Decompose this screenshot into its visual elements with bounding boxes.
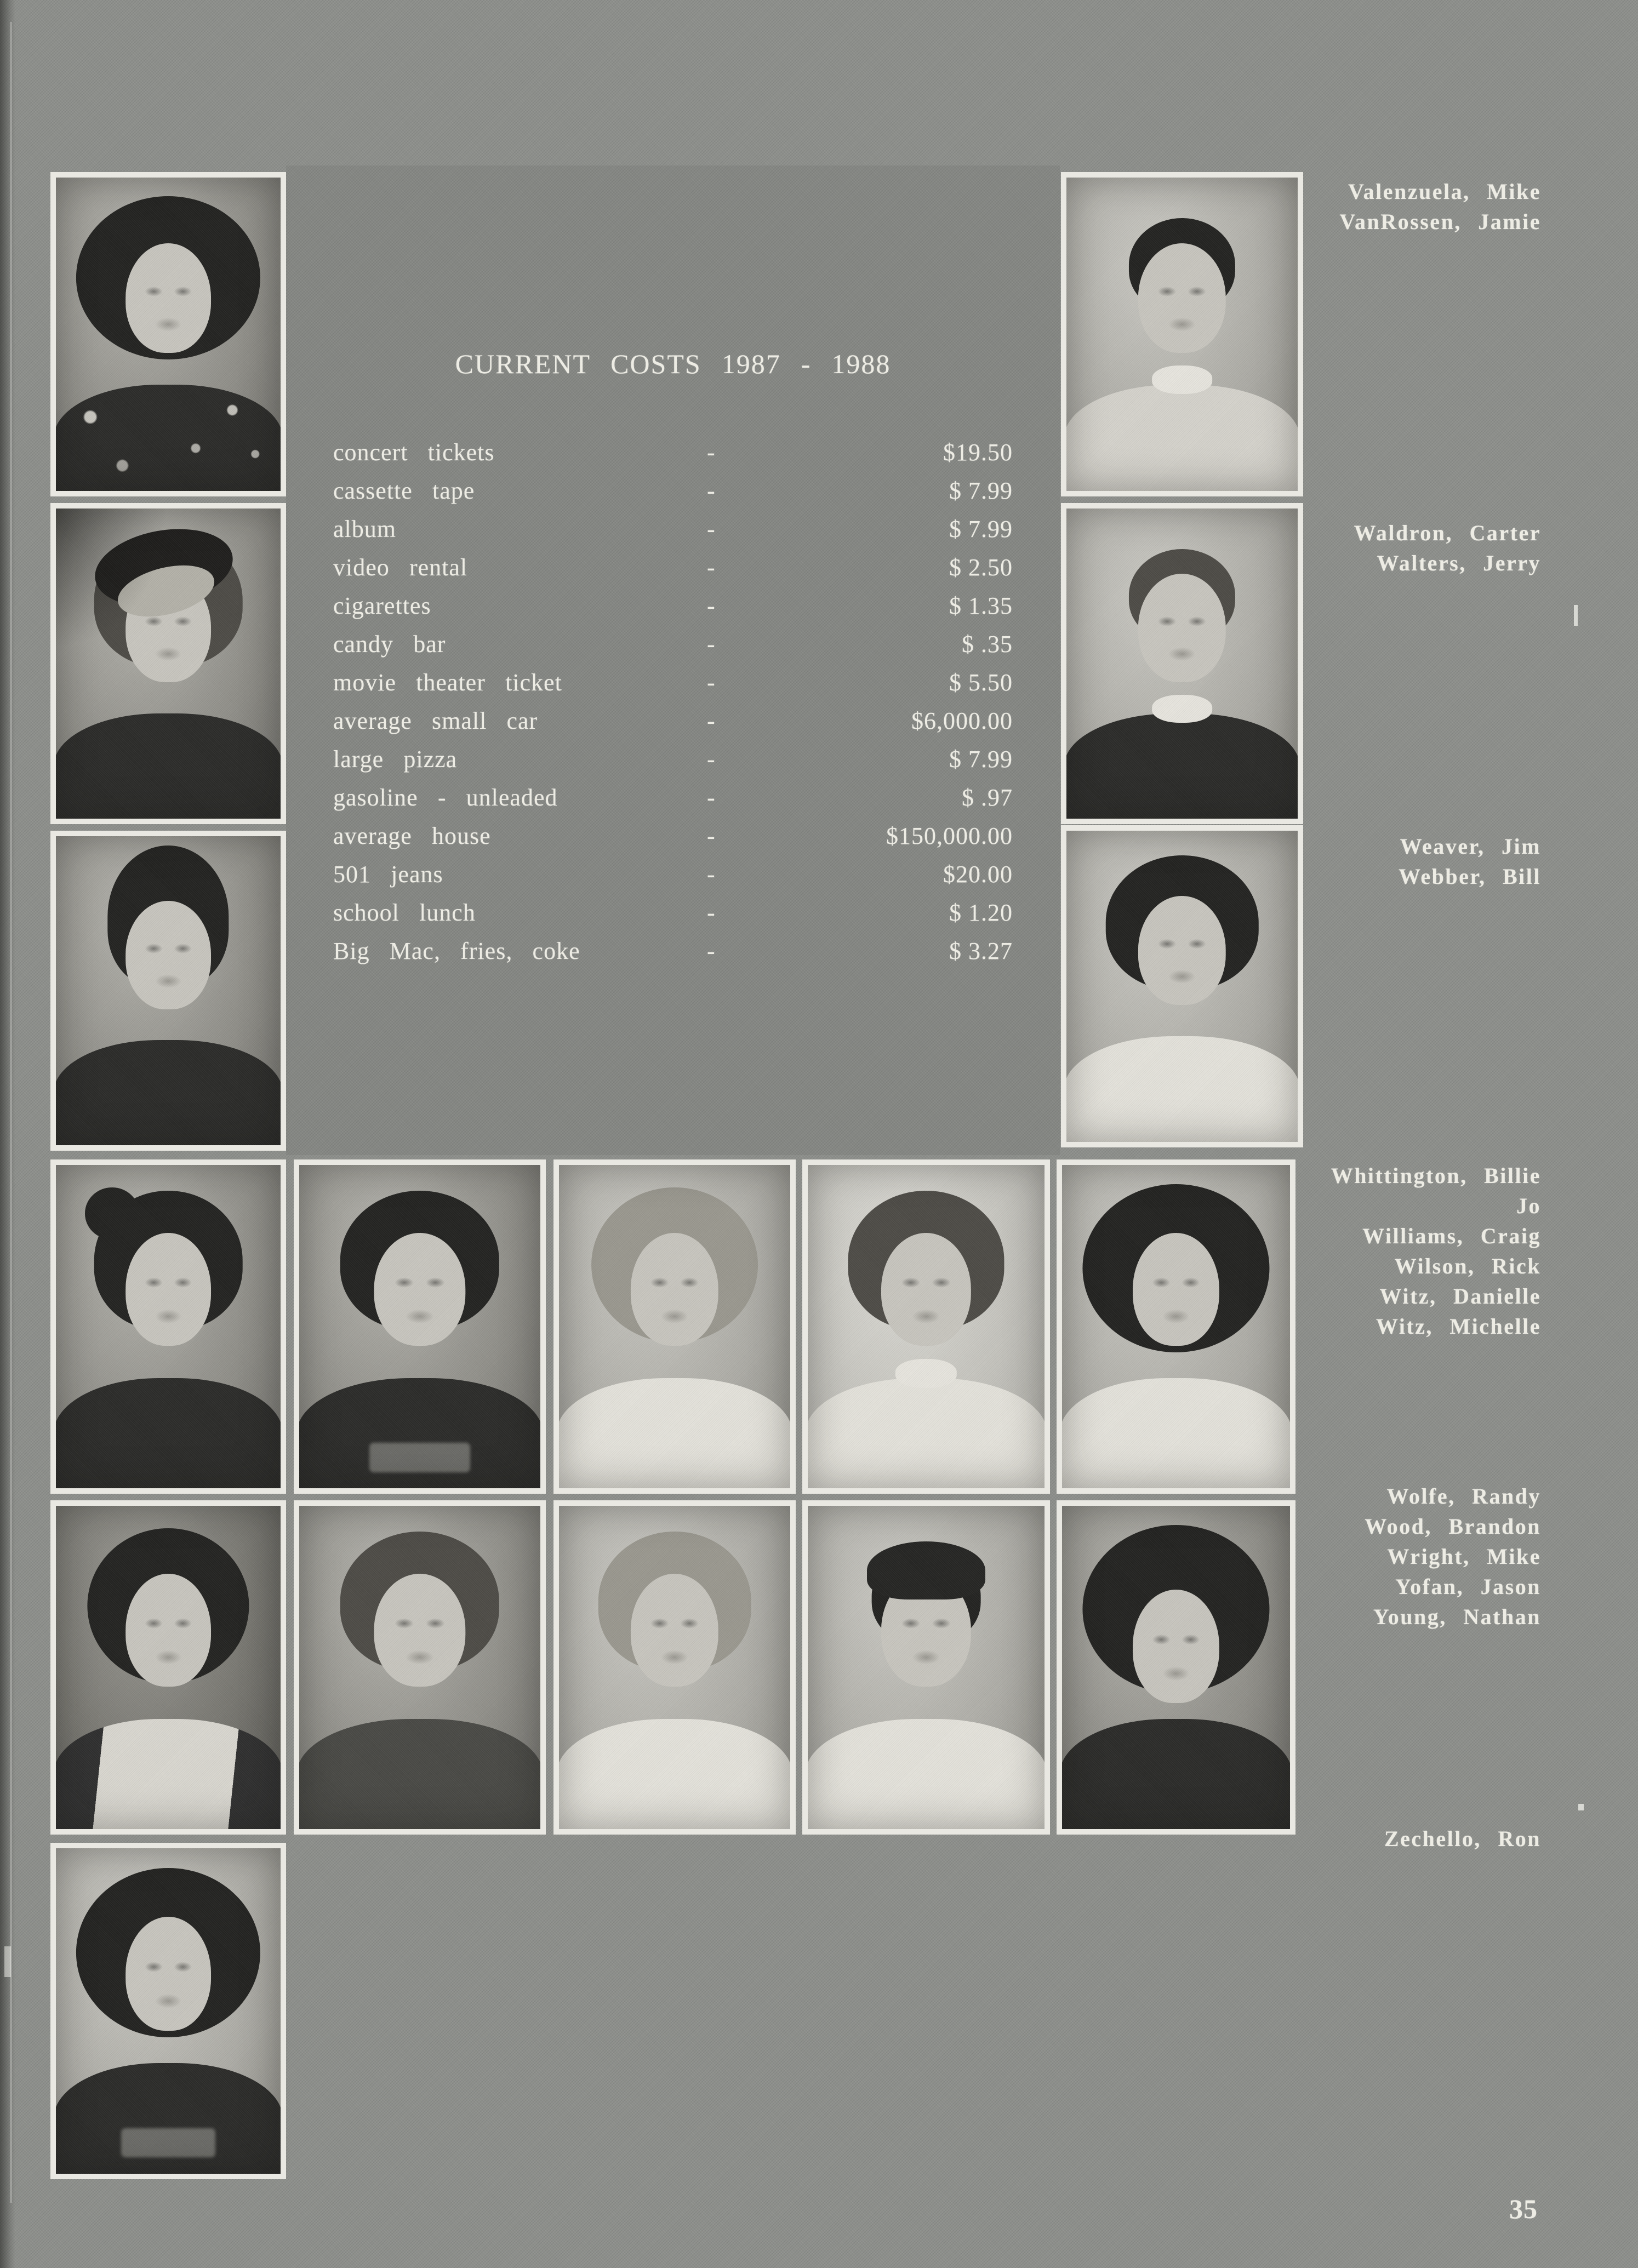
cost-row: [333, 858, 1013, 896]
torso-shape: [297, 1719, 543, 1835]
portrait-photo: [294, 1500, 546, 1835]
portrait-photo: [50, 1159, 286, 1494]
collar-shape: [895, 1359, 957, 1388]
name-entry: Young, Nathan: [1373, 1604, 1541, 1629]
face-shape: [374, 1233, 465, 1346]
tshirt-graphic: [369, 1443, 471, 1472]
cost-item-label: candy bar: [333, 631, 446, 658]
portrait-photo: [802, 1159, 1050, 1494]
torso-shape: [297, 1378, 543, 1494]
portrait-photo: [50, 503, 286, 824]
face-shape: [1133, 1233, 1219, 1346]
face-shape: [1138, 896, 1226, 1005]
cost-row: [333, 666, 1013, 705]
torso-shape: [54, 1378, 283, 1494]
cost-item-label: cassette tape: [333, 477, 475, 504]
costs-list: [333, 436, 1013, 973]
cost-item-price: $150,000.00: [886, 822, 1013, 849]
cost-item-label: average house: [333, 822, 491, 849]
cost-dash: -: [707, 669, 715, 696]
cost-row: [333, 436, 1013, 475]
cost-item-price: $20.00: [943, 861, 1013, 888]
cost-row: [333, 781, 1013, 820]
cost-item-label: school lunch: [333, 899, 476, 926]
torso-shape: [54, 1719, 283, 1835]
cap-shape: [867, 1541, 985, 1599]
cost-row: [333, 743, 1013, 781]
cost-item-price: $6,000.00: [911, 707, 1013, 734]
scan-artifact: [1578, 1804, 1584, 1810]
cost-item-label: concert tickets: [333, 439, 495, 466]
costs-title: CURRENT COSTS 1987 - 1988: [455, 349, 891, 379]
face-shape: [125, 1917, 211, 2031]
cost-item-label: gasoline - unleaded: [333, 784, 558, 811]
portrait-photo: [50, 1843, 286, 2179]
face-shape: [631, 1233, 718, 1346]
cost-item-price: $ 1.20: [949, 899, 1013, 926]
student-silhouette: [56, 509, 281, 819]
page-number: 35: [1509, 2193, 1538, 2224]
cost-row: [333, 935, 1013, 973]
cost-item-price: $ .35: [962, 631, 1013, 658]
name-entry: Witz, Danielle: [1379, 1284, 1541, 1309]
name-entry: Whittington, Billie: [1331, 1163, 1541, 1188]
cost-item-label: movie theater ticket: [333, 669, 562, 696]
cost-item-label: album: [333, 516, 396, 542]
cost-dash: -: [707, 861, 715, 888]
torso-shape: [1064, 1036, 1300, 1147]
torso-shape: [557, 1378, 792, 1494]
face-shape: [374, 1574, 465, 1687]
student-silhouette: [56, 1506, 281, 1829]
portrait-photo: [553, 1159, 796, 1494]
cost-dash: -: [707, 439, 715, 466]
collar-shape: [1152, 695, 1212, 723]
cost-dash: -: [707, 477, 715, 504]
name-entry: Valenzuela, Mike: [1348, 179, 1541, 204]
face-shape: [631, 1574, 718, 1687]
student-silhouette: [299, 1165, 540, 1488]
cost-row: [333, 628, 1013, 666]
cost-item-label: 501 jeans: [333, 861, 443, 888]
name-entry: Yofan, Jason: [1395, 1574, 1541, 1599]
torso-shape: [54, 385, 283, 496]
student-silhouette: [559, 1506, 790, 1829]
torso-shape: [54, 1040, 283, 1151]
name-entry: Wright, Mike: [1387, 1544, 1541, 1569]
cost-row: [333, 896, 1013, 935]
cost-dash: -: [707, 631, 715, 658]
cost-dash: -: [707, 516, 715, 542]
cost-row: [333, 475, 1013, 513]
portrait-photo: [553, 1500, 796, 1835]
name-entry: VanRossen, Jamie: [1339, 209, 1541, 234]
torso-shape: [54, 713, 283, 824]
cost-item-price: $ 7.99: [949, 477, 1013, 504]
cost-row: [333, 513, 1013, 551]
cost-dash: -: [707, 784, 715, 811]
face-shape: [125, 901, 211, 1009]
cost-item-label: average small car: [333, 707, 538, 734]
torso-shape: [54, 2063, 283, 2179]
name-group: [1157, 176, 1541, 237]
cost-item-label: large pizza: [333, 746, 458, 773]
cost-row: [333, 590, 1013, 628]
cost-item-label: Big Mac, fries, coke: [333, 938, 580, 964]
torso-shape: [1064, 385, 1300, 496]
cost-dash: -: [707, 554, 715, 581]
name-entry: Walters, Jerry: [1377, 551, 1541, 575]
cost-dash: -: [707, 746, 715, 773]
torso-shape: [806, 1378, 1047, 1494]
cost-item-price: $19.50: [943, 439, 1013, 466]
name-entry: Jo: [1516, 1193, 1541, 1218]
name-entry: Weaver, Jim: [1400, 834, 1541, 859]
torso-shape: [1060, 1378, 1292, 1494]
face-shape: [125, 243, 211, 353]
cost-dash: -: [707, 938, 715, 964]
student-silhouette: [56, 1848, 281, 2174]
cost-dash: -: [707, 707, 715, 734]
face-shape: [125, 1233, 211, 1346]
cost-item-price: $ 5.50: [949, 669, 1013, 696]
collar-shape: [1152, 365, 1212, 393]
face-shape: [1133, 1590, 1219, 1703]
portrait-photo: [50, 1500, 286, 1835]
cost-item-price: $ 2.50: [949, 554, 1013, 581]
shadow-shape: [56, 509, 168, 648]
student-silhouette: [808, 1506, 1045, 1829]
name-entry: Wood, Brandon: [1365, 1514, 1541, 1539]
face-shape: [881, 1233, 971, 1346]
student-silhouette: [559, 1165, 790, 1488]
cost-row: [333, 820, 1013, 858]
cost-dash: -: [707, 592, 715, 619]
student-silhouette: [56, 836, 281, 1145]
cost-row: [333, 551, 1013, 590]
cost-item-label: cigarettes: [333, 592, 431, 619]
current-costs-section: [333, 349, 1013, 973]
face-shape: [1138, 243, 1226, 353]
scan-artifact: [4, 1946, 11, 1977]
scan-artifact: [1574, 605, 1578, 626]
name-entry: Wolfe, Randy: [1386, 1484, 1541, 1509]
cost-item-price: $ 7.99: [949, 746, 1013, 773]
student-silhouette: [808, 1165, 1045, 1488]
portrait-photo: [294, 1159, 546, 1494]
cost-dash: -: [707, 822, 715, 849]
scan-edge-shading: [0, 0, 15, 2268]
student-silhouette: [299, 1506, 540, 1829]
cost-dash: -: [707, 899, 715, 926]
cost-row: [333, 705, 1013, 743]
name-entry: Zechello, Ron: [1384, 1826, 1541, 1851]
cost-item-price: $ 3.27: [949, 938, 1013, 964]
tshirt-graphic: [121, 2128, 215, 2157]
cost-item-price: $ .97: [962, 784, 1013, 811]
torso-shape: [806, 1719, 1047, 1835]
name-entry: Waldron, Carter: [1354, 521, 1541, 545]
name-entry: Wilson, Rick: [1394, 1254, 1541, 1278]
student-silhouette: [56, 1165, 281, 1488]
portrait-photo: [802, 1500, 1050, 1835]
cost-item-price: $ 1.35: [949, 592, 1013, 619]
torso-shape: [557, 1719, 792, 1835]
torso-shape: [1064, 713, 1300, 824]
name-entry: Webber, Bill: [1399, 864, 1541, 889]
torso-shape: [1060, 1719, 1292, 1835]
portrait-photo: [50, 172, 286, 496]
portrait-photo: [50, 831, 286, 1151]
face-shape: [125, 1574, 211, 1687]
face-shape: [1138, 574, 1226, 682]
scan-edge-line: [10, 22, 12, 2203]
cost-item-price: $ 7.99: [949, 516, 1013, 542]
name-entry: Williams, Craig: [1362, 1224, 1541, 1248]
student-silhouette: [56, 178, 281, 491]
cost-item-label: video rental: [333, 554, 468, 581]
name-entry: Witz, Michelle: [1376, 1314, 1541, 1339]
